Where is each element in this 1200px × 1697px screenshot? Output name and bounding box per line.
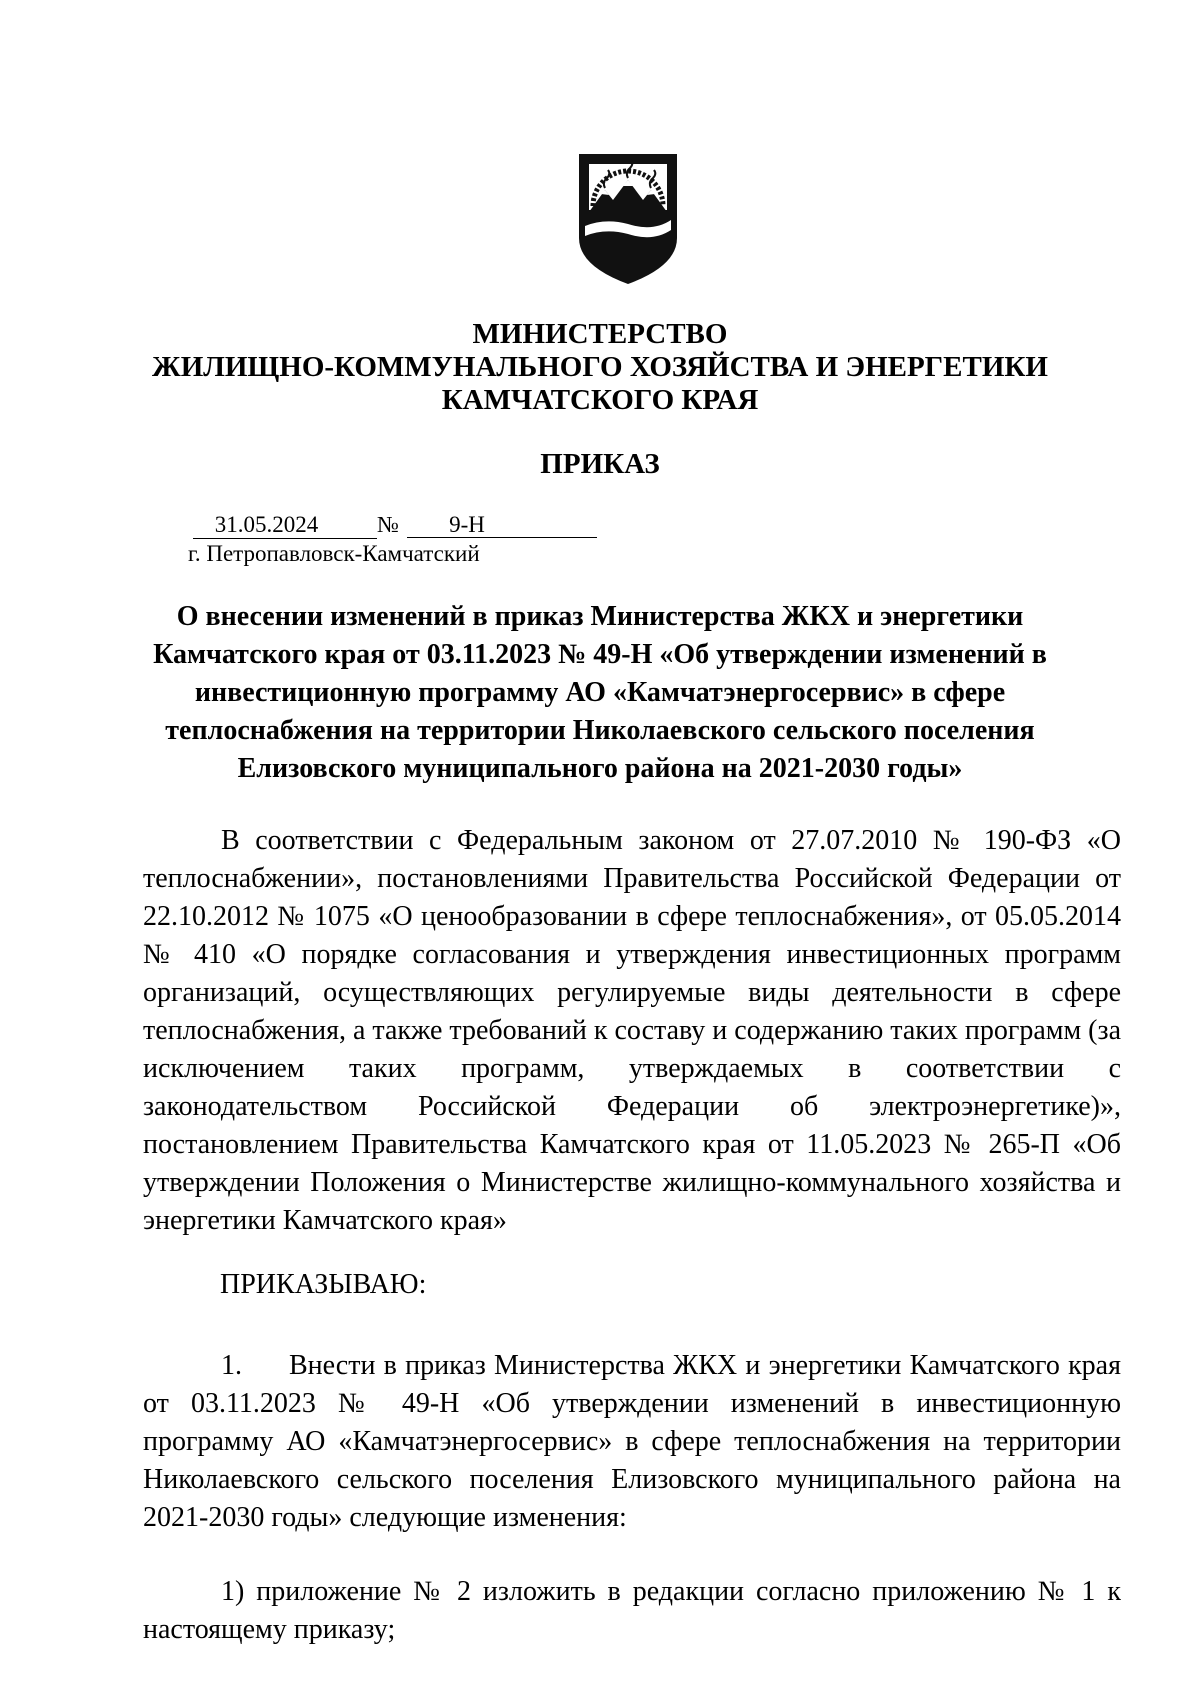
ministry-line-1: МИНИСТЕРСТВО: [472, 318, 728, 350]
issue-city: г. Петропавловск-Камчатский: [188, 541, 480, 566]
document-type: ПРИКАЗ: [540, 448, 660, 480]
registration-underline: [340, 512, 377, 539]
document-subject: О внесении изменений в приказ Министерства ЖКХ и энергетики Камчатского края от 03.11.2023 № 49-Н «Об утверждении изменений в инвестиционную программу АО «Камчатэнергосервис» в сфере теплоснабжения на территории Николаевского сельского поселения Елизовского муниципального района на 2021-2030 годы»: [153, 601, 1047, 784]
order-subitem-1: 1) приложение № 2 изложить в редакции согласно приложению № 1 к настоящему приказу;: [143, 1576, 1121, 1645]
coat-of-arms-icon: [575, 150, 681, 286]
ministry-name: [140, 318, 1060, 417]
order-item-1-text: Внести в приказ Министерства ЖКХ и энергетики Камчатского края от 03.11.2023 № 49-Н «Об утверждении изменений в инвестиционную программу АО «Камчатэнергосервис» в сфере теплоснабжения на территории Николаевского сельского поселения Елизовского муниципального района на 2021-2030 годы» следующие изменения:: [143, 1350, 1121, 1533]
registration-date: 31.05.2024: [193, 512, 340, 539]
preamble-paragraph: В соответствии с Федеральным законом от 27.07.2010 № 190-ФЗ «О теплоснабжении», постановлениями Правительства Российской Федерации от 22.10.2012 № 1075 «О ценообразовании в сфере теплоснабжения», от 05.05.2014 № 410 «О порядке согласования и утверждения инвестиционных программ организаций, осуществляющих регулируемые виды деятельности в сфере теплоснабжения, а также требований к составу и содержанию таких программ (за исключением таких программ, утверждаемых в соответствии с законодательством Российской Федерации об электроэнергетике)», постановлением Правительства Камчатского края от 11.05.2023 № 265-П «Об утверждении Положения о Министерстве жилищно-коммунального хозяйства и энергетики Камчатского края»: [143, 825, 1121, 1236]
ministry-line-2: ЖИЛИЩНО-КОММУНАЛЬНОГО ХОЗЯЙСТВА И ЭНЕРГЕТИКИ: [152, 351, 1048, 383]
registration-number: 9-Н: [407, 512, 597, 538]
ministry-line-3: КАМЧАТСКОГО КРАЯ: [441, 384, 759, 416]
order-word: ПРИКАЗЫВАЮ:: [220, 1269, 427, 1300]
order-item-1: [143, 1347, 1121, 1537]
registration-number-label: №: [377, 512, 399, 537]
order-item-1-number: 1.: [221, 1350, 242, 1381]
